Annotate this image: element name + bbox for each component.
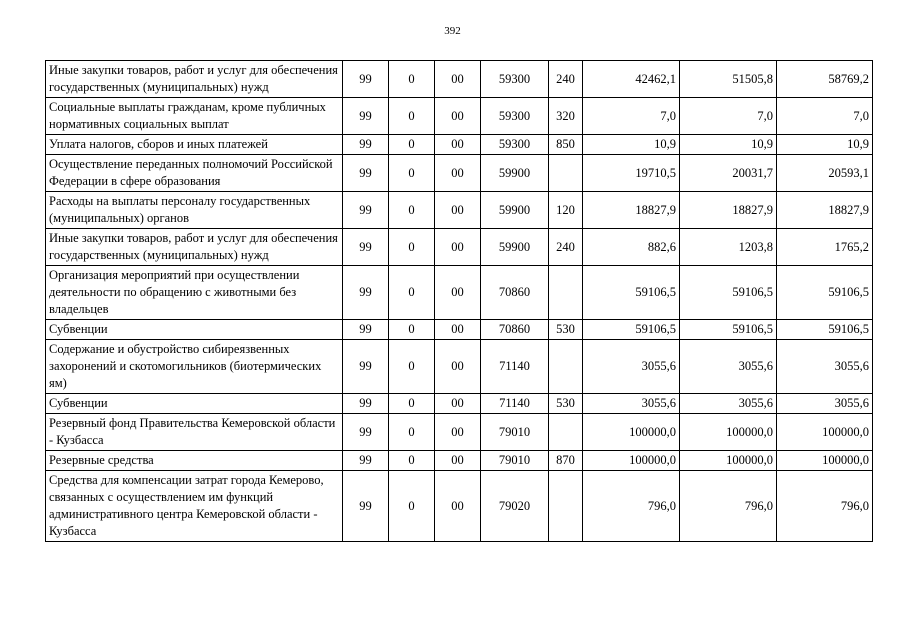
- table-row: [46, 340, 873, 394]
- amount-cell: 59106,5: [680, 320, 777, 340]
- code-cell: 00: [435, 340, 481, 394]
- code-cell: 00: [435, 192, 481, 229]
- code-cell: 120: [549, 192, 583, 229]
- code-cell: 99: [343, 155, 389, 192]
- code-cell: 79010: [481, 451, 549, 471]
- code-cell: 0: [389, 98, 435, 135]
- amount-cell: 3055,6: [777, 394, 873, 414]
- code-cell: 70860: [481, 266, 549, 320]
- code-cell: 00: [435, 61, 481, 98]
- amount-cell: 3055,6: [583, 340, 680, 394]
- code-cell: 59300: [481, 61, 549, 98]
- code-cell: 0: [389, 229, 435, 266]
- code-cell: 99: [343, 320, 389, 340]
- expense-name-cell: Расходы на выплаты персоналу государственных (муниципальных) органов: [46, 192, 343, 229]
- code-cell: 59300: [481, 135, 549, 155]
- code-cell: 99: [343, 471, 389, 542]
- amount-cell: 10,9: [583, 135, 680, 155]
- code-cell: 59900: [481, 192, 549, 229]
- code-cell: 850: [549, 135, 583, 155]
- amount-cell: 3055,6: [680, 340, 777, 394]
- page-number: 392: [444, 25, 461, 37]
- code-cell: 00: [435, 229, 481, 266]
- amount-cell: 7,0: [583, 98, 680, 135]
- amount-cell: 19710,5: [583, 155, 680, 192]
- amount-cell: 59106,5: [680, 266, 777, 320]
- code-cell: 0: [389, 471, 435, 542]
- amount-cell: 882,6: [583, 229, 680, 266]
- code-cell: 99: [343, 192, 389, 229]
- code-cell: 99: [343, 61, 389, 98]
- amount-cell: 59106,5: [583, 320, 680, 340]
- code-cell: 0: [389, 155, 435, 192]
- amount-cell: 18827,9: [680, 192, 777, 229]
- amount-cell: 10,9: [777, 135, 873, 155]
- amount-cell: 18827,9: [583, 192, 680, 229]
- table-row: [46, 320, 873, 340]
- table-row: [46, 471, 873, 542]
- expense-name-cell: Иные закупки товаров, работ и услуг для обеспечения государственных (муниципальных) нужд: [46, 229, 343, 266]
- amount-cell: 59106,5: [583, 266, 680, 320]
- code-cell: 99: [343, 451, 389, 471]
- code-cell: 320: [549, 98, 583, 135]
- table-row: [46, 155, 873, 192]
- amount-cell: 100000,0: [583, 414, 680, 451]
- amount-cell: 18827,9: [777, 192, 873, 229]
- code-cell: 870: [549, 451, 583, 471]
- code-cell: 0: [389, 192, 435, 229]
- table-row: [46, 414, 873, 451]
- amount-cell: 42462,1: [583, 61, 680, 98]
- expense-name-cell: Уплата налогов, сборов и иных платежей: [46, 135, 343, 155]
- code-cell: 99: [343, 98, 389, 135]
- amount-cell: 59106,5: [777, 320, 873, 340]
- code-cell: 240: [549, 229, 583, 266]
- amount-cell: 1203,8: [680, 229, 777, 266]
- amount-cell: 20593,1: [777, 155, 873, 192]
- code-cell: 0: [389, 61, 435, 98]
- amount-cell: 3055,6: [583, 394, 680, 414]
- code-cell: 79020: [481, 471, 549, 542]
- budget-table: [45, 60, 873, 542]
- code-cell: 0: [389, 135, 435, 155]
- table-row: [46, 98, 873, 135]
- code-cell: 530: [549, 320, 583, 340]
- code-cell: 00: [435, 394, 481, 414]
- table-row: [46, 192, 873, 229]
- code-cell: 59300: [481, 98, 549, 135]
- table-row: [46, 266, 873, 320]
- table-row: [46, 135, 873, 155]
- code-cell: 0: [389, 340, 435, 394]
- code-cell: 70860: [481, 320, 549, 340]
- amount-cell: 3055,6: [680, 394, 777, 414]
- expense-name-cell: Иные закупки товаров, работ и услуг для обеспечения государственных (муниципальных) нужд: [46, 61, 343, 98]
- code-cell: 99: [343, 135, 389, 155]
- code-cell: 0: [389, 451, 435, 471]
- amount-cell: 100000,0: [680, 414, 777, 451]
- code-cell: 240: [549, 61, 583, 98]
- code-cell: 59900: [481, 155, 549, 192]
- code-cell: [549, 340, 583, 394]
- code-cell: 00: [435, 98, 481, 135]
- amount-cell: 100000,0: [680, 451, 777, 471]
- expense-name-cell: Резервные средства: [46, 451, 343, 471]
- expense-name-cell: Содержание и обустройство сибиреязвенных захоронений и скотомогильников (биотермических ям): [46, 340, 343, 394]
- code-cell: [549, 414, 583, 451]
- code-cell: 00: [435, 266, 481, 320]
- code-cell: 71140: [481, 340, 549, 394]
- amount-cell: 100000,0: [583, 451, 680, 471]
- table-row: [46, 451, 873, 471]
- code-cell: 99: [343, 229, 389, 266]
- code-cell: [549, 471, 583, 542]
- table-row: [46, 229, 873, 266]
- expense-name-cell: Средства для компенсации затрат города Кемерово, связанных с осуществлением им функций административного центра Кемеровской области - Кузбасса: [46, 471, 343, 542]
- code-cell: 0: [389, 414, 435, 451]
- amount-cell: 100000,0: [777, 451, 873, 471]
- code-cell: 0: [389, 266, 435, 320]
- code-cell: 00: [435, 135, 481, 155]
- table-row: [46, 394, 873, 414]
- amount-cell: 1765,2: [777, 229, 873, 266]
- amount-cell: 796,0: [680, 471, 777, 542]
- expense-name-cell: Субвенции: [46, 320, 343, 340]
- code-cell: [549, 266, 583, 320]
- code-cell: 99: [343, 340, 389, 394]
- expense-name-cell: Осуществление переданных полномочий Российской Федерации в сфере образования: [46, 155, 343, 192]
- code-cell: [549, 155, 583, 192]
- expense-name-cell: Организация мероприятий при осуществлении деятельности по обращению с животными без владельцев: [46, 266, 343, 320]
- code-cell: 530: [549, 394, 583, 414]
- code-cell: 00: [435, 451, 481, 471]
- amount-cell: 10,9: [680, 135, 777, 155]
- amount-cell: 51505,8: [680, 61, 777, 98]
- code-cell: 0: [389, 394, 435, 414]
- amount-cell: 3055,6: [777, 340, 873, 394]
- code-cell: 00: [435, 320, 481, 340]
- expense-name-cell: Социальные выплаты гражданам, кроме публичных нормативных социальных выплат: [46, 98, 343, 135]
- amount-cell: 58769,2: [777, 61, 873, 98]
- code-cell: 0: [389, 320, 435, 340]
- code-cell: 59900: [481, 229, 549, 266]
- code-cell: 00: [435, 414, 481, 451]
- code-cell: 99: [343, 414, 389, 451]
- code-cell: 00: [435, 155, 481, 192]
- amount-cell: 7,0: [680, 98, 777, 135]
- expense-name-cell: Субвенции: [46, 394, 343, 414]
- code-cell: 00: [435, 471, 481, 542]
- expense-name-cell: Резервный фонд Правительства Кемеровской области - Кузбасса: [46, 414, 343, 451]
- code-cell: 71140: [481, 394, 549, 414]
- amount-cell: 100000,0: [777, 414, 873, 451]
- code-cell: 79010: [481, 414, 549, 451]
- amount-cell: 796,0: [583, 471, 680, 542]
- table-row: [46, 61, 873, 98]
- code-cell: 99: [343, 266, 389, 320]
- code-cell: 99: [343, 394, 389, 414]
- amount-cell: 59106,5: [777, 266, 873, 320]
- amount-cell: 20031,7: [680, 155, 777, 192]
- amount-cell: 796,0: [777, 471, 873, 542]
- amount-cell: 7,0: [777, 98, 873, 135]
